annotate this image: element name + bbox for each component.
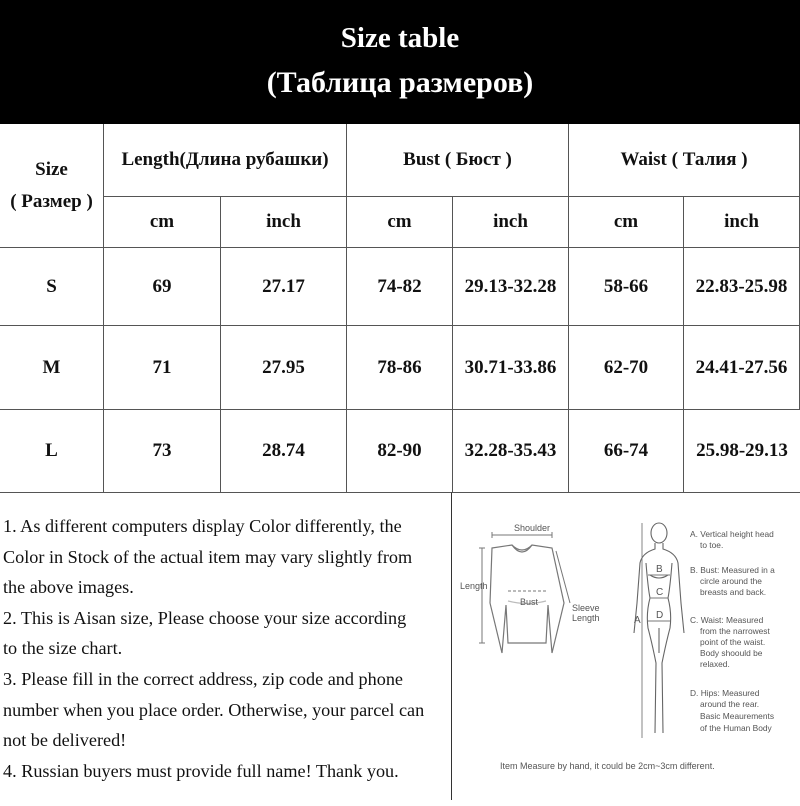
legend-c4: Body shoould be xyxy=(700,648,763,658)
table-cell: 29.13-32.28 xyxy=(453,248,569,326)
table-cell: 78-86 xyxy=(347,326,453,410)
marker-a: A xyxy=(634,615,641,626)
legend-c1: C. Waist: Measured xyxy=(690,615,764,625)
body-figure xyxy=(634,523,684,733)
sleeve-length-label: Length xyxy=(572,613,600,623)
unit-header: cm xyxy=(569,197,684,248)
legend-a2: to toe. xyxy=(700,540,724,550)
note-line: Color in Stock of the actual item may vary slightly from xyxy=(3,546,413,567)
marker-b: B xyxy=(656,564,663,575)
size-label: L xyxy=(0,410,104,492)
note-line: to the size chart. xyxy=(3,638,123,659)
header-banner xyxy=(0,0,800,124)
legend-d2: around the rear. xyxy=(700,699,760,709)
measure-footnote: Item Measure by hand, it could be 2cm~3cm different. xyxy=(500,761,715,771)
measurement-diagram xyxy=(452,492,800,801)
table-cell: 69 xyxy=(104,248,221,326)
legend-d1: D. Hips: Measured xyxy=(690,688,760,698)
table-cell: 24.41-27.56 xyxy=(684,326,800,410)
table-cell: 28.74 xyxy=(221,410,347,492)
size-label: M xyxy=(0,326,104,410)
note-line: 4. Russian buyers must provide full name! Thank you. xyxy=(3,760,399,781)
legend-b2: circle around the xyxy=(700,576,762,586)
size-header-ru: ( Размер ) xyxy=(10,190,93,212)
unit-header: cm xyxy=(104,197,221,248)
note-line: the above images. xyxy=(3,577,134,598)
waist-header: Waist ( Талия ) xyxy=(569,124,800,197)
shoulder-label: Shoulder xyxy=(514,523,551,533)
note-line: 1. As different computers display Color differently, the xyxy=(3,516,402,536)
marker-c: C xyxy=(656,587,664,598)
note-line: number when you place order. Otherwise, your parcel can xyxy=(3,699,425,720)
legend-b1: B. Bust: Measured in a xyxy=(690,565,775,575)
legend-a1: A. Vertical height head xyxy=(690,529,774,539)
unit-header: cm xyxy=(347,197,453,248)
legend-c3: point of the waist. xyxy=(700,637,766,647)
unit-header: inch xyxy=(684,197,800,248)
table-cell: 62-70 xyxy=(569,326,684,410)
table-cell: 66-74 xyxy=(569,410,684,492)
measure-legend xyxy=(690,529,775,733)
marker-d: D xyxy=(656,610,664,621)
table-cell: 58-66 xyxy=(569,248,684,326)
legend-c2: from the narrowest xyxy=(700,626,770,636)
legend-b3: breasts and back. xyxy=(700,587,767,597)
table-cell: 27.95 xyxy=(221,326,347,410)
table-cell: 27.17 xyxy=(221,248,347,326)
diagram-svg xyxy=(452,493,800,801)
legend-d4: of the Human Body xyxy=(700,723,772,733)
note-line: not be delivered! xyxy=(3,730,127,751)
unit-header: inch xyxy=(453,197,569,248)
size-header xyxy=(0,124,104,248)
size-label: S xyxy=(0,248,104,326)
notes-panel xyxy=(0,492,452,800)
table-cell: 30.71-33.86 xyxy=(453,326,569,410)
table-cell: 71 xyxy=(104,326,221,410)
table-cell: 74-82 xyxy=(347,248,453,326)
size-table xyxy=(0,124,800,492)
size-header-en: Size xyxy=(35,158,68,180)
bust-label: Bust xyxy=(520,597,539,607)
note-line: 3. Please fill in the correct address, zip code and phone xyxy=(3,668,403,689)
length-label: Length xyxy=(460,581,488,591)
table-cell: 22.83-25.98 xyxy=(684,248,800,326)
legend-d3: Basic Meaurements xyxy=(700,711,775,721)
table-cell: 82-90 xyxy=(347,410,453,492)
table-cell: 32.28-35.43 xyxy=(453,410,569,492)
body-markers xyxy=(642,523,670,738)
sleeve-label: Sleeve xyxy=(572,603,600,613)
table-cell: 25.98-29.13 xyxy=(696,440,788,461)
unit-header: inch xyxy=(221,197,347,248)
legend-c5: relaxed. xyxy=(700,659,730,669)
page-subtitle: (Таблица размеров) xyxy=(266,66,534,99)
page-title: Size table xyxy=(340,22,460,54)
note-line: 2. This is Aisan size, Please choose your size according xyxy=(3,607,407,628)
length-header: Length(Длина рубашки) xyxy=(104,124,347,197)
table-cell: 73 xyxy=(104,410,221,492)
bust-header: Bust ( Бюст ) xyxy=(347,124,569,197)
